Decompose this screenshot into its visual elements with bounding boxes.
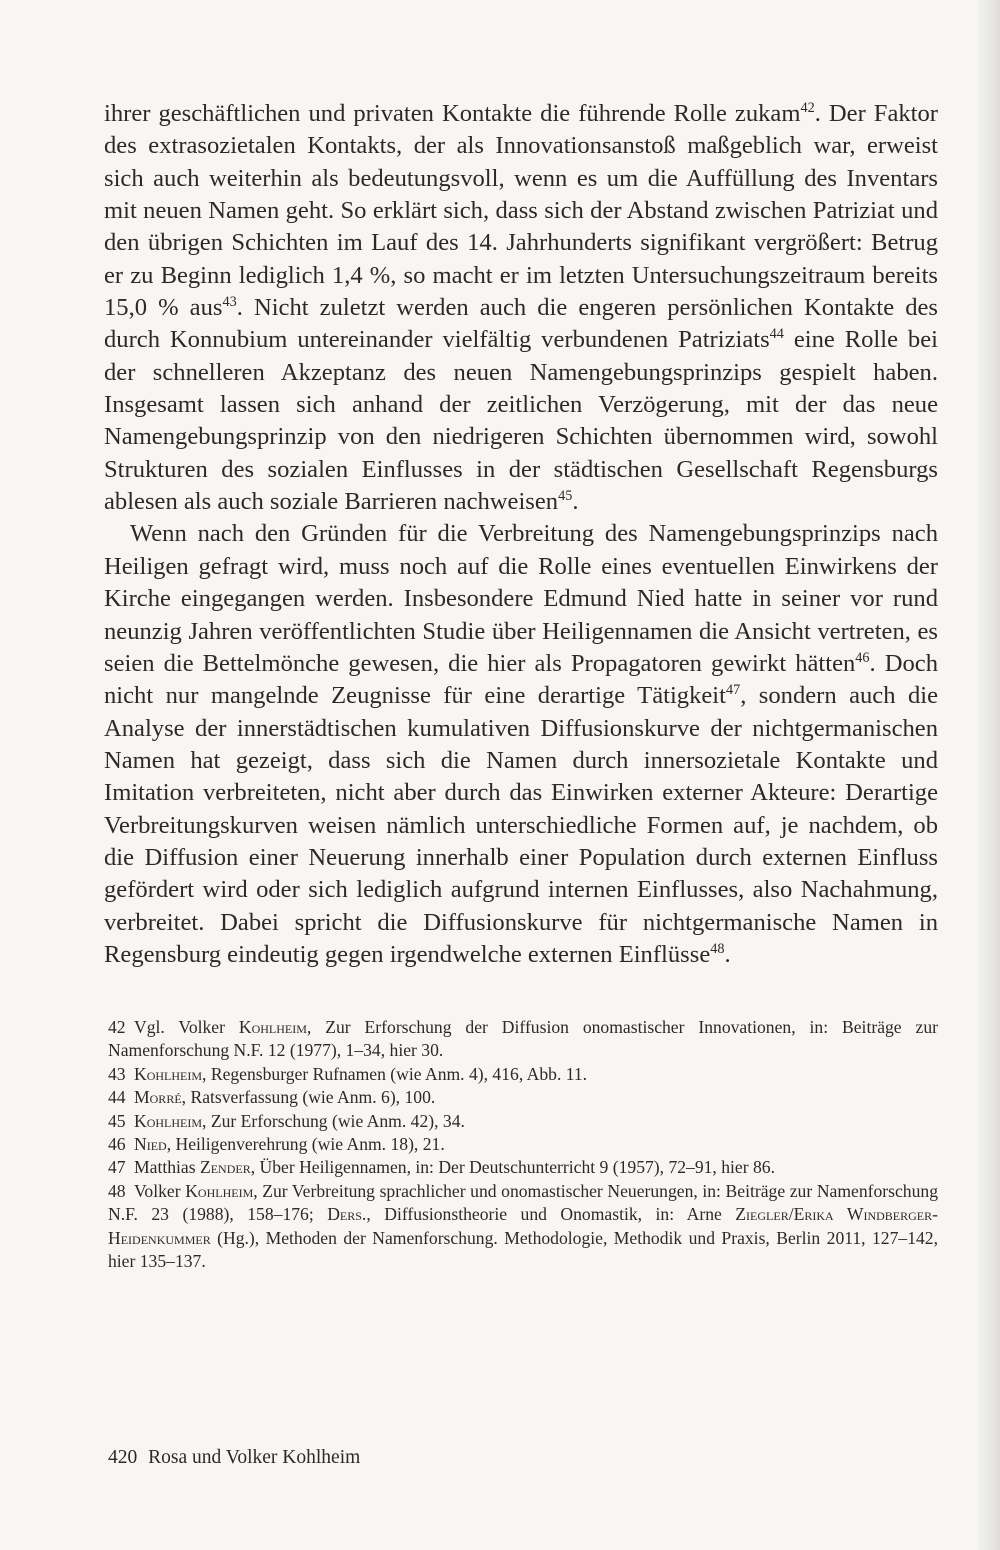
- author-name: Morré: [134, 1087, 182, 1108]
- page-edge-shadow: [978, 0, 1000, 1550]
- footnote-46: [108, 1133, 938, 1156]
- author-name: Kohlheim: [134, 1063, 203, 1084]
- author-name: Kohlheim: [134, 1110, 203, 1131]
- footnote-number: 42: [108, 1017, 126, 1037]
- paragraph-1: [104, 98, 938, 518]
- author-name: Kohlheim: [185, 1180, 254, 1201]
- text-run: , Zur Erforschung der Diffusion onomastischer Innovationen, in: Beiträge zur Namenforschung N.F. 12 (1977), 1–34, hier 30.: [108, 1017, 938, 1061]
- text-run: . Nicht zuletzt werden auch die engeren persönlichen Kontakte des durch Konnubium untereinander vielfältig verbundenen Patriziats: [104, 294, 939, 354]
- footnote-text: [134, 1157, 775, 1177]
- author-name: Ders.: [327, 1204, 367, 1225]
- author-name: Ziegler/Erika Windberger-Heidenkummer: [108, 1204, 938, 1248]
- footnote-reference: 45: [558, 488, 573, 505]
- text-run: .: [724, 940, 731, 968]
- footnote-number: 46: [108, 1134, 126, 1155]
- text-run: , Zur Verbreitung sprachlicher und onomastischer Neuerungen, in: Beiträge zur Namenforschung N.F. 23 (1988), 158–176;: [108, 1180, 938, 1225]
- text-run: . Doch nicht nur mangelnde Zeugnisse für eine derartige Tätigkeit: [104, 649, 938, 710]
- text-run: , Über Heiligennamen, in: Der Deutschunterricht 9 (1957), 72–91, hier 86.: [250, 1157, 775, 1178]
- footnote-number: 44: [108, 1087, 126, 1108]
- text-run: , Zur Erforschung (wie Anm. 42), 34.: [202, 1110, 465, 1131]
- text-run: .: [572, 488, 579, 516]
- footnote-reference: 42: [800, 100, 815, 117]
- footnote-text: [134, 1134, 445, 1154]
- page-number: 420: [108, 1447, 138, 1468]
- footnote-43: [108, 1063, 938, 1086]
- footnote-45: [108, 1110, 938, 1133]
- footnote-48: [108, 1180, 938, 1274]
- footnote-text: [134, 1087, 435, 1107]
- footnote-text: [108, 1181, 938, 1271]
- text-run: , Regensburger Rufnamen (wie Anm. 4), 416, Abb. 11.: [202, 1063, 588, 1084]
- footnote-reference: 46: [855, 650, 870, 666]
- footnote-44: [108, 1086, 938, 1109]
- text-run: Wenn nach den Gründen für die Verbreitung des Namengebungsprinzips nach Heiligen gefragt wird, muss noch auf die Rolle eines eventuellen Einwirkens der Kirche eingegangen werden. Insbesondere Edmund Nied hatte in seiner vor rund neunzig Jahren veröffentlichten Studie über Heiligennamen die Ansicht vertreten, es seien die Bettelmönche gewesen, die hier als Propagatoren gewirkt hätten: [104, 520, 938, 677]
- text-run: ihrer geschäftlichen und privaten Kontakte die führende Rolle zukam: [104, 100, 801, 127]
- footnotes: [108, 1016, 938, 1273]
- text-run: Matthias: [134, 1157, 200, 1178]
- running-head: Rosa und Volker Kohlheim: [148, 1447, 361, 1468]
- text-run: Vgl. Volker: [134, 1017, 239, 1037]
- footnote-text: [134, 1111, 465, 1131]
- text-run: . Der Faktor des extrasozietalen Kontakts, der als Innovationsanstoß maßgeblich war, erweist sich auch weiterhin als bedeutungsvoll, wenn es um die Auffüllung des Inventars mit neuen Namen geht. So erklärt sich, dass sich der Abstand zwischen Patriziat und den übrigen Schichten im Lauf des 14. Jahrhunderts signifikant vergrößert: Betrug er zu Beginn lediglich 1,4 %, so macht er im letzten Untersuchungszeitraum bereits 15,0 % aus: [104, 100, 938, 322]
- paragraph-2: [104, 518, 938, 971]
- footnote-42: [108, 1016, 938, 1063]
- page-footer: [108, 1447, 360, 1469]
- footnote-reference: 44: [769, 326, 784, 343]
- text-run: , sondern auch die Analyse der innerstädtischen kumulativen Diffusionskurve der nichtgermanischen Namen hat gezeigt, dass sich die Namen durch innersozietale Kontakte und Imitation verbreiteten, nicht aber durch das Einwirken externer Akteure: Derartige Verbreitungskurven weisen nämlich unterschiedliche Formen auf, je nachdem, ob die Diffusion einer Neuerung innerhalb einer Population durch externen Einfluss gefördert wird oder sich lediglich aufgrund internen Einflusses, also Nachahmung, verbreitet. Dabei spricht die Diffusionskurve für nichtgermanische Namen in Regensburg eindeutig gegen irgendwelche externen Einflüsse: [104, 682, 938, 968]
- author-name: Nied: [134, 1134, 167, 1155]
- text-run: (Hg.), Methoden der Namenforschung. Methodologie, Methodik und Praxis, Berlin 2011, 127–142, hier 135–137.: [108, 1227, 938, 1272]
- footnote-reference: 47: [725, 682, 741, 699]
- footnote-number: 43: [108, 1063, 126, 1084]
- footnote-reference: 43: [222, 294, 237, 311]
- text-run: , Ratsverfassung (wie Anm. 6), 100.: [181, 1087, 436, 1108]
- footnote-number: 47: [108, 1157, 126, 1178]
- text-run: , Diffusionstheorie und Onomastik, in: Arne: [366, 1204, 736, 1225]
- footnote-number: 48: [108, 1180, 126, 1201]
- footnote-number: 45: [108, 1110, 126, 1131]
- text-run: eine Rolle bei der schnelleren Akzeptanz des neuen Namengebungsprinzips gespielt haben. Insgesamt lassen sich anhand der zeitlichen Verzögerung, mit der das neue Namengebungsprinzip von den niedrigeren Schichten übernommen wird, sowohl Strukturen des sozialen Einflusses in der städtischen Gesellschaft Regensburgs ablesen als auch soziale Barrieren nachweisen: [104, 326, 938, 516]
- author-name: Zender: [199, 1157, 251, 1178]
- text-run: , Heiligenverehrung (wie Anm. 18), 21.: [166, 1134, 445, 1155]
- footnote-reference: 48: [710, 941, 725, 958]
- text-run: Volker: [134, 1180, 186, 1201]
- footnote-47: [108, 1156, 938, 1179]
- author-name: Kohlheim: [238, 1017, 307, 1037]
- main-body-text: [104, 98, 938, 971]
- footnote-text: [134, 1064, 587, 1084]
- footnote-text: [108, 1017, 938, 1060]
